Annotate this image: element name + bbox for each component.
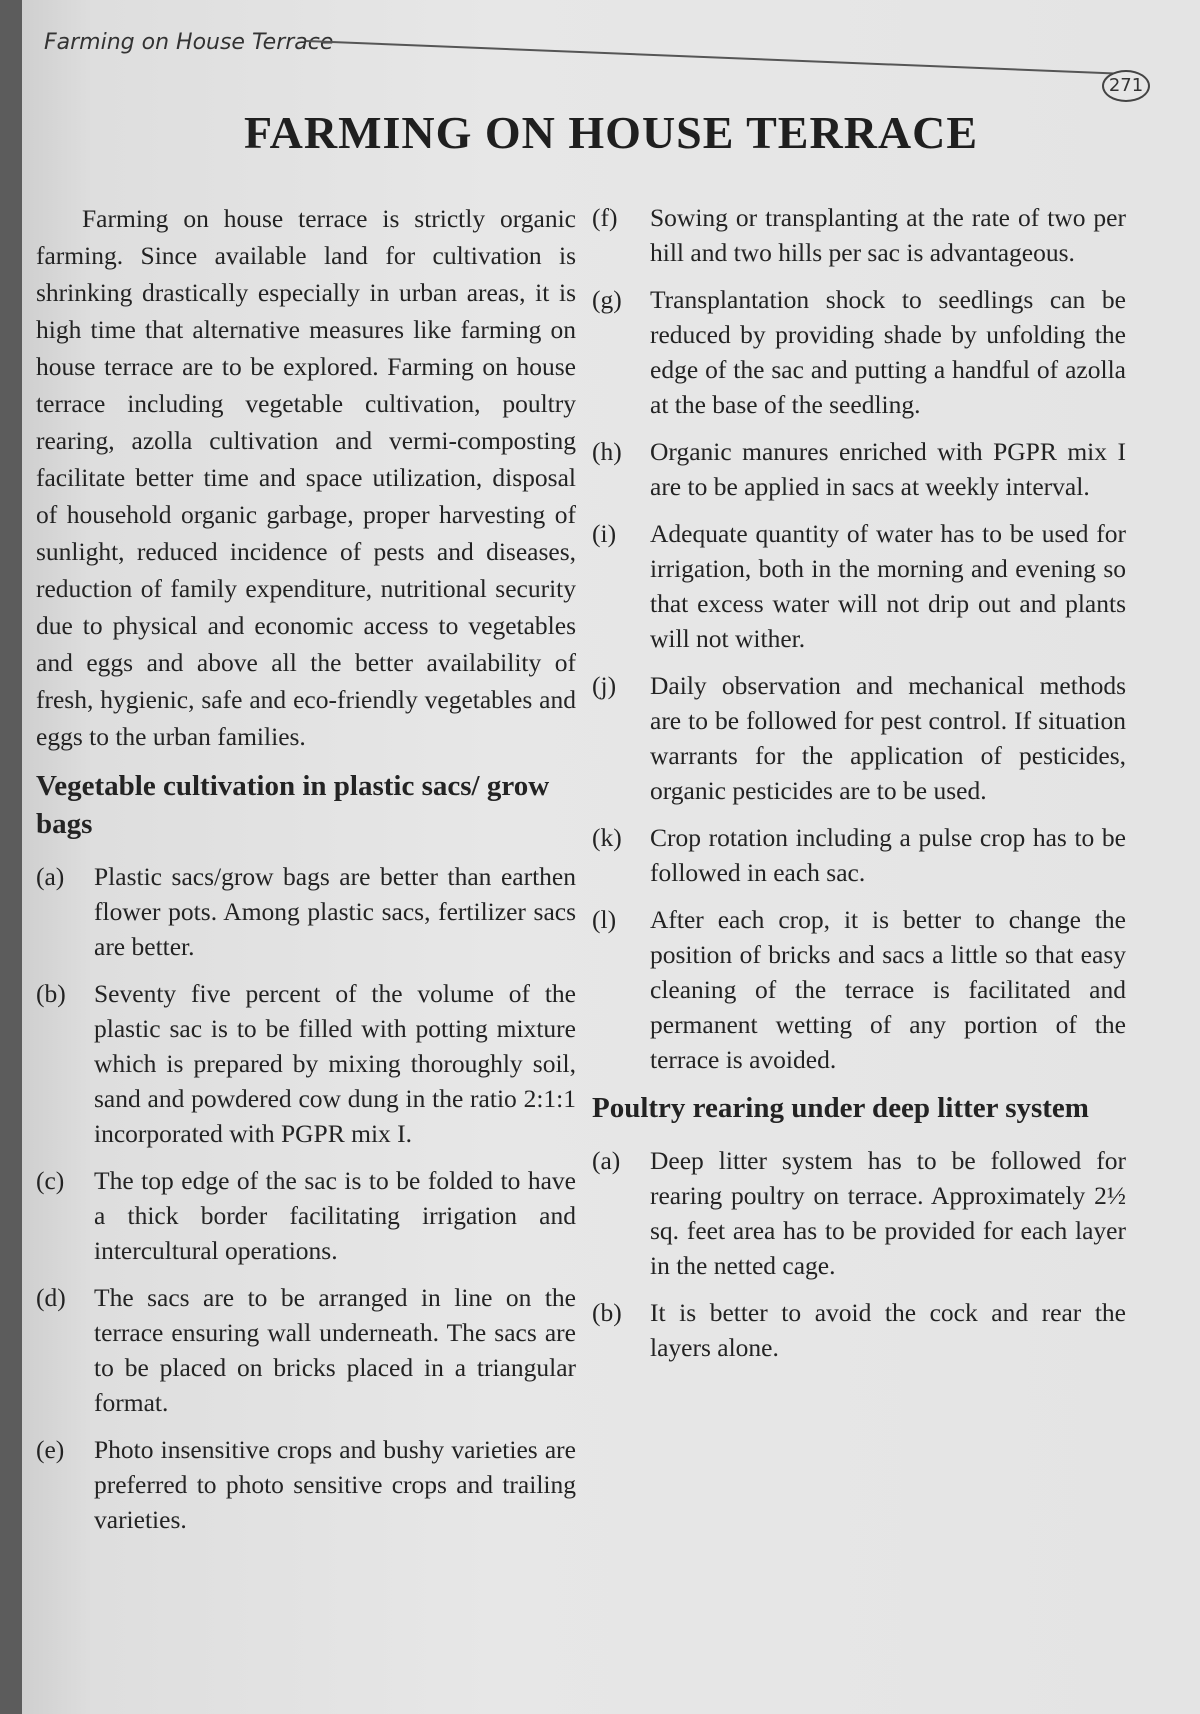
item-marker: (g)	[592, 285, 622, 314]
left-column	[36, 200, 576, 1549]
item-marker: (e)	[36, 1435, 65, 1464]
item-text: Seventy five percent of the volume of the plastic sac is to be filled with potting mixture which is prepared by mixing thoroughly soil, sand and powdered cow dung in the ratio 2:1:1 incorporated with PGPR mix I.	[94, 979, 576, 1148]
list-item	[592, 902, 1126, 1077]
item-marker: (k)	[592, 823, 622, 852]
item-text: After each crop, it is better to change the position of bricks and sacs a little so that easy cleaning of the terrace is facilitated and permanent wetting of any portion of the terrace is avoided.	[650, 905, 1126, 1074]
item-text: Daily observation and mechanical methods are to be followed for pest control. If situation warrants for the application of pesticides, organic pesticides are to be used.	[650, 671, 1126, 805]
item-text: The top edge of the sac is to be folded to have a thick border facilitating irrigation and intercultural operations.	[94, 1166, 576, 1265]
list-item	[592, 516, 1126, 656]
book-page	[22, 0, 1200, 1714]
page-title: FARMING ON HOUSE TERRACE	[243, 107, 979, 158]
item-marker: (a)	[36, 862, 65, 891]
item-text: It is better to avoid the cock and rear the layers alone.	[650, 1298, 1126, 1362]
item-text: Crop rotation including a pulse crop has to be followed in each sac.	[650, 823, 1126, 887]
item-text: Organic manures enriched with PGPR mix I are to be applied in sacs at weekly interval.	[650, 437, 1126, 501]
list-item	[592, 820, 1126, 890]
poultry-section-heading: Poultry rearing under deep litter system	[592, 1092, 1089, 1124]
item-marker: (h)	[592, 437, 622, 466]
list-item	[592, 1295, 1126, 1365]
list-item	[592, 434, 1126, 504]
list-item	[36, 1432, 576, 1537]
item-marker: (b)	[36, 979, 66, 1008]
item-text: Transplantation shock to seedlings can be reduced by providing shade by unfolding the edge of the sac and putting a handful of azolla at the base of the seedling.	[650, 285, 1126, 419]
list-item	[592, 668, 1126, 808]
running-header	[44, 26, 1144, 96]
header-rule	[306, 40, 1115, 75]
list-item	[592, 282, 1126, 422]
item-text: The sacs are to be arranged in line on the terrace ensuring wall underneath. The sacs are to be placed on bricks placed in a triangular format.	[94, 1283, 576, 1417]
item-text: Adequate quantity of water has to be used for irrigation, both in the morning and evening so that excess water will not drip out and plants will not wither.	[650, 519, 1126, 653]
item-marker: (a)	[592, 1146, 621, 1175]
vegetable-section-heading: Vegetable cultivation in plastic sacs/ grow bags	[36, 770, 550, 840]
running-head-title: Farming on House Terrace	[44, 30, 334, 55]
item-text: Plastic sacs/grow bags are better than earthen flower pots. Among plastic sacs, fertilizer sacs are better.	[94, 862, 576, 961]
item-marker: (j)	[592, 671, 617, 700]
list-item	[592, 1143, 1126, 1283]
list-item	[36, 1163, 576, 1268]
item-marker: (i)	[592, 519, 617, 548]
list-item	[36, 1280, 576, 1420]
intro-paragraph: Farming on house terrace is strictly organic farming. Since available land for cultivation is shrinking drastically especially in urban areas, it is high time that alternative measures like farming on house terrace are to be explored. Farming on house terrace including vegetable cultivation, poultry rearing, azolla cultivation and vermi-composting facilitate better time and space utilization, disposal of household organic garbage, proper harvesting of sunlight, reduced incidence of pests and diseases, reduction of family expenditure, nutritional security due to physical and economic access to vegetables and eggs and above all the better availability of fresh, hygienic, safe and eco-friendly vegetables and eggs to the urban families.	[36, 204, 576, 751]
page-number: 271	[1102, 70, 1150, 102]
right-column	[592, 200, 1126, 1377]
list-item	[36, 976, 576, 1151]
item-text: Sowing or transplanting at the rate of two per hill and two hills per sac is advantageous.	[650, 203, 1126, 267]
item-marker: (f)	[592, 203, 618, 232]
item-marker: (d)	[36, 1283, 66, 1312]
item-marker: (c)	[36, 1166, 65, 1195]
item-text: Deep litter system has to be followed for rearing poultry on terrace. Approximately 2½ sq. feet area has to be provided for each layer in the netted cage.	[650, 1146, 1126, 1280]
list-item	[592, 200, 1126, 270]
item-text: Photo insensitive crops and bushy varieties are preferred to photo sensitive crops and trailing varieties.	[94, 1435, 576, 1534]
list-item	[36, 859, 576, 964]
item-marker: (l)	[592, 905, 617, 934]
item-marker: (b)	[592, 1298, 622, 1327]
